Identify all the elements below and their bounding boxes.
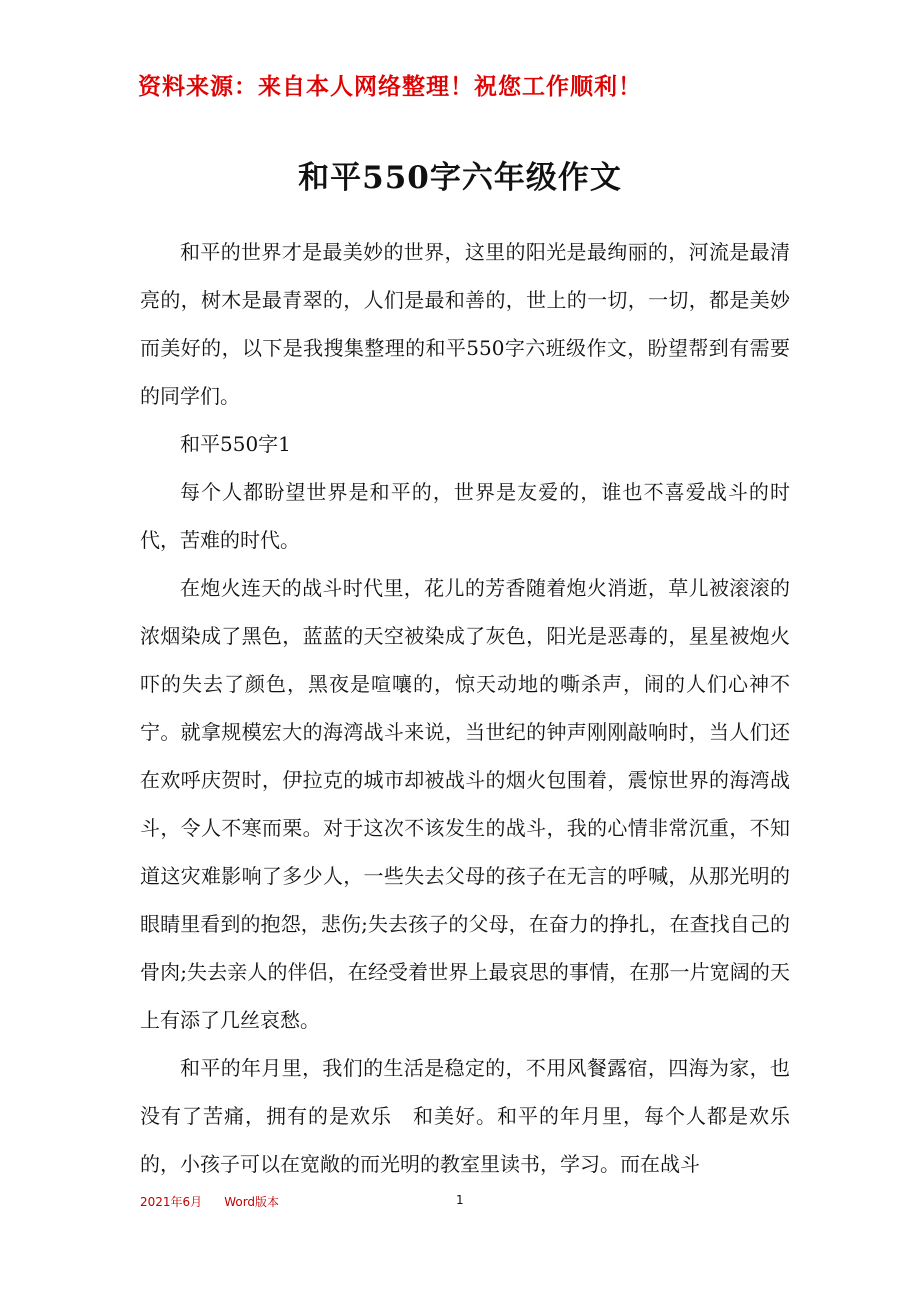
paragraph-intro: 和平的世界才是最美妙的世界，这里的阳光是最绚丽的，河流是最清亮的，树木是最青翠的，人们是最和善的，世上的一切，一切，都是美妙而美好的，以下是我搜集整理的和平550字六班级作文，盼望帮到有需要的同学们。 <box>140 240 790 408</box>
source-note: 资料来源：来自本人网络整理！祝您工作顺利！ <box>138 74 642 100</box>
footer-version: Word版本 <box>224 1195 280 1209</box>
section-heading: 和平550字1 <box>180 432 291 456</box>
page-footer <box>140 1193 279 1210</box>
page-number: 1 <box>456 1193 464 1207</box>
document-body <box>140 228 790 1188</box>
paragraph: 和平的年月里，我们的生活是稳定的，不用风餐露宿，四海为家，也没有了苦痛，拥有的是欢乐 和美好。和平的年月里，每个人都是欢乐的，小孩子可以在宽敞的而光明的教室里读书，学习。而在战斗 <box>140 1056 790 1176</box>
paragraph: 每个人都盼望世界是和平的，世界是友爱的，谁也不喜爱战斗的时代，苦难的时代。 <box>140 480 790 552</box>
document-title: 和平550字六年级作文 <box>298 160 622 196</box>
paragraph: 在炮火连天的战斗时代里，花儿的芳香随着炮火消逝，草儿被滚滚的浓烟染成了黑色，蓝蓝的天空被染成了灰色，阳光是恶毒的，星星被炮火吓的失去了颜色，黑夜是喧嚷的，惊天动地的嘶杀声，闹的人们心神不宁。就拿规模宏大的海湾战斗来说，当世纪的钟声刚刚敲响时，当人们还在欢呼庆贺时，伊拉克的城市却被战斗的烟火包围着，震惊世界的海湾战斗，令人不寒而栗。对于这次不该发生的战斗，我的心情非常沉重，不知道这灾难影响了多少人，一些失去父母的孩子在无言的呼喊，从那光明的眼睛里看到的抱怨，悲伤;失去孩子的父母，在奋力的挣扎，在查找自己的骨肉;失去亲人的伴侣，在经受着世界上最哀思的事情，在那一片宽阔的天上有添了几丝哀愁。 <box>140 576 790 1032</box>
footer-date: 2021年6月 <box>140 1195 203 1209</box>
